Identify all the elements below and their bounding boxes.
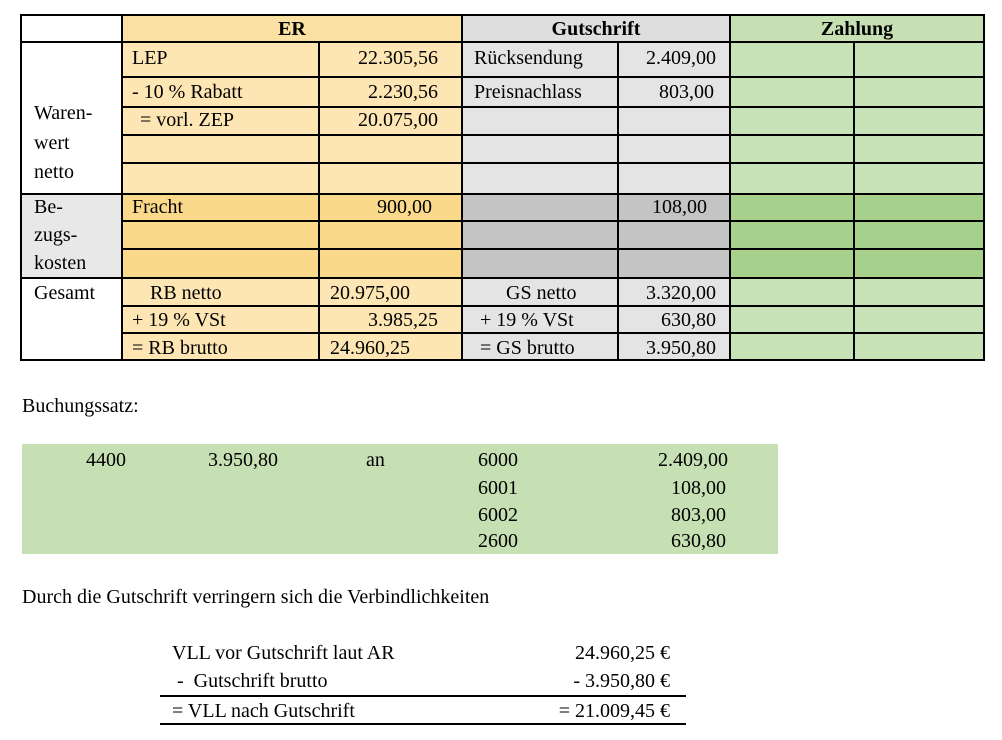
credit-account: 6002 [478,504,518,526]
summary-label: = VLL nach Gutschrift [172,700,355,722]
gs-value-gs-brutto: 3.950,80 [646,337,716,359]
summary-label: - Gutschrift brutto [172,670,328,692]
summary-value: = 21.009,45 € [558,700,670,722]
gs-value-gs-netto: 3.320,00 [646,282,716,304]
gs-label-vst: + 19 % VSt [480,309,574,331]
group-label-warenwert-2: wert [34,132,70,154]
summary-divider [160,695,686,697]
summary-value: 24.960,25 € [575,642,670,664]
header-gutschrift: Gutschrift [551,18,641,40]
debit-account: 4400 [86,449,126,471]
er-value-lep: 22.305,56 [358,47,438,69]
er-label-lep: LEP [132,47,168,69]
summary-label: VLL vor Gutschrift laut AR [172,642,395,664]
credit-account: 2600 [478,530,518,552]
er-value-rb-netto: 20.975,00 [330,282,410,304]
er-label-vst: + 19 % VSt [132,309,226,331]
gs-label-gs-netto: GS netto [506,282,577,304]
credit-amount: 108,00 [671,477,726,499]
summary-value: - 3.950,80 € [573,670,670,692]
er-label-zep: = vorl. ZEP [140,109,235,131]
header-zahlung: Zahlung [820,18,894,40]
gs-label-ruecksendung: Rücksendung [474,47,583,69]
summary-sentence: Durch die Gutschrift verringern sich die Verbindlichkeiten [22,586,490,608]
credit-amount: 803,00 [671,504,726,526]
er-value-fracht: 900,00 [377,196,432,218]
credit-amount: 630,80 [671,530,726,552]
gs-value-vst: 630,80 [661,309,716,331]
booking-connector: an [366,449,385,471]
er-value-zep: 20.075,00 [358,109,438,131]
er-value-rb-brutto: 24.960,25 [330,337,410,359]
gs-value-ruecksendung: 2.409,00 [646,47,716,69]
er-label-rb-brutto: = RB brutto [132,337,228,359]
gs-value-fracht: 108,00 [652,196,707,218]
buchungssatz-title: Buchungssatz: [22,395,139,417]
summary-divider [160,723,686,725]
debit-amount: 3.950,80 [208,449,278,471]
er-label-fracht: Fracht [132,196,184,218]
header-er: ER [278,18,306,40]
credit-account: 6001 [478,477,518,499]
group-label-bezugskosten-2: zugs- [34,224,78,246]
er-value-vst: 3.985,25 [368,309,438,331]
gs-label-gs-brutto: = GS brutto [480,337,575,359]
gs-label-preisnachlass: Preisnachlass [474,81,582,103]
group-label-bezugskosten-1: Be- [34,196,63,218]
er-label-rb-netto: RB netto [150,282,222,304]
credit-account: 6000 [478,449,518,471]
group-label-warenwert-3: netto [34,161,74,183]
er-value-rabatt: 2.230,56 [368,81,438,103]
group-label-warenwert-1: Waren- [34,102,93,124]
group-label-gesamt: Gesamt [34,282,96,304]
er-label-rabatt: - 10 % Rabatt [132,81,243,103]
group-label-bezugskosten-3: kosten [34,252,87,274]
gs-value-preisnachlass: 803,00 [659,81,714,103]
credit-amount: 2.409,00 [658,449,728,471]
